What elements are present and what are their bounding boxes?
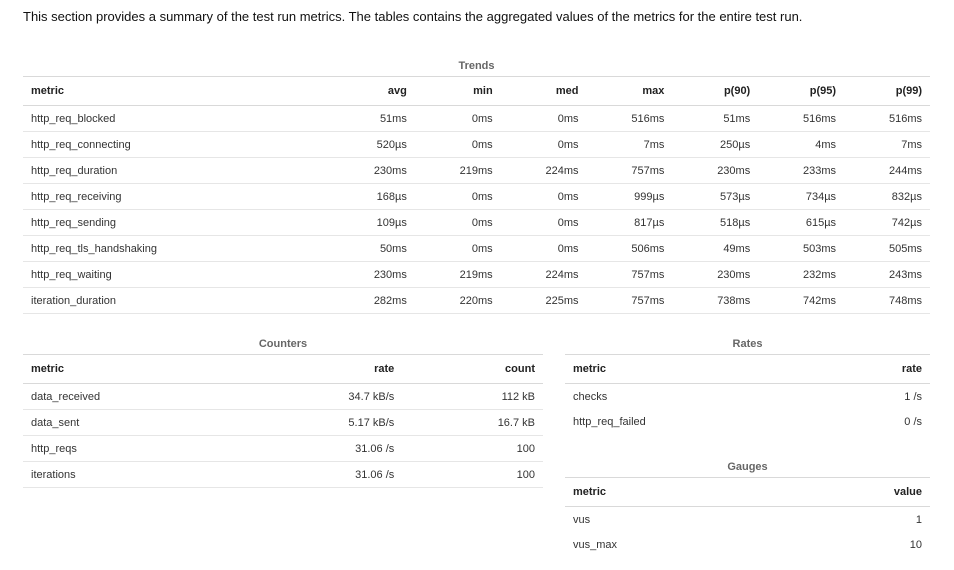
metric-value-cell: 233ms (758, 158, 844, 184)
metric-value-cell: 0ms (415, 210, 501, 236)
section-description: This section provides a summary of the test run metrics. The tables contains the aggregated values of the metrics for the entire test run. (23, 9, 803, 24)
col-med: med (501, 77, 587, 106)
col-value: value (775, 478, 930, 507)
metric-value-cell: 10 (909, 538, 922, 551)
metric-value-cell: 282ms (329, 288, 415, 314)
metric-value-cell: 168µs (329, 184, 415, 210)
metric-value-cell: 224ms (501, 262, 587, 288)
table-row (23, 262, 930, 288)
metric-value-cell: 520µs (329, 132, 415, 158)
metric-name-cell: data_sent (23, 410, 239, 436)
metric-value-cell: 0ms (415, 132, 501, 158)
metric-name-cell: http_req_failed (573, 415, 646, 428)
metric-value-cell: 7ms (587, 132, 673, 158)
col-metric: metric (23, 355, 239, 384)
metric-value-cell: 516ms (758, 106, 844, 132)
col-p95: p(95) (758, 77, 844, 106)
metric-name-cell: iterations (23, 462, 239, 488)
table-row (23, 288, 930, 314)
metric-value-cell: 109µs (329, 210, 415, 236)
metric-value-cell: 748ms (844, 288, 930, 314)
col-count: count (402, 355, 543, 384)
table-row (23, 384, 543, 410)
metric-value-cell: 232ms (758, 262, 844, 288)
col-rate: rate (239, 355, 402, 384)
metric-name-cell: iteration_duration (23, 288, 329, 314)
metric-value-cell: 49ms (672, 236, 758, 262)
metric-value-cell: 0ms (501, 106, 587, 132)
metric-value-cell: 250µs (672, 132, 758, 158)
col-p90: p(90) (672, 77, 758, 106)
metric-value-cell: 738ms (672, 288, 758, 314)
table-row (23, 210, 930, 236)
metric-value-cell: 16.7 kB (402, 410, 543, 436)
metric-value-cell: 742µs (844, 210, 930, 236)
metric-name-cell: data_received (23, 384, 239, 410)
metric-value-cell: 0ms (501, 132, 587, 158)
table-row (23, 184, 930, 210)
metric-value-cell: 505ms (844, 236, 930, 262)
metric-value-cell: 615µs (758, 210, 844, 236)
table-row (23, 132, 930, 158)
col-max: max (587, 77, 673, 106)
metric-value-cell: 516ms (587, 106, 673, 132)
counters-header-row (23, 355, 543, 384)
gauges-header-row (565, 478, 930, 507)
metric-value-cell: 1 (915, 513, 922, 526)
gauges-caption: Gauges (727, 461, 768, 473)
table-row (23, 436, 543, 462)
metric-value-cell: 832µs (844, 184, 930, 210)
gauges-table-section (565, 457, 930, 557)
metric-value-cell: 757ms (587, 262, 673, 288)
rates-caption: Rates (732, 338, 763, 350)
metric-value-cell: 0ms (501, 184, 587, 210)
metric-name-cell: vus_max (573, 538, 618, 551)
metric-name-cell: http_req_duration (23, 158, 329, 184)
metric-name-cell: http_req_connecting (23, 132, 329, 158)
counters-table (23, 354, 543, 488)
metric-value-cell: 230ms (329, 262, 415, 288)
gauges-table (565, 477, 930, 557)
metric-value-cell: 224ms (501, 158, 587, 184)
metric-value-cell: 230ms (672, 158, 758, 184)
metric-value-cell: 506ms (587, 236, 673, 262)
metric-value-cell: 220ms (415, 288, 501, 314)
metric-value-cell: 757ms (587, 288, 673, 314)
metric-value-cell: 244ms (844, 158, 930, 184)
metric-value-cell: 100 (402, 462, 543, 488)
col-metric: metric (565, 478, 775, 507)
metric-value-cell: 230ms (329, 158, 415, 184)
rates-header-row (565, 355, 930, 384)
metric-value-cell: 1 /s (904, 390, 922, 403)
metric-value-cell: 225ms (501, 288, 587, 314)
metric-value-cell: 34.7 kB/s (239, 384, 402, 410)
col-avg: avg (329, 77, 415, 106)
table-row (23, 236, 930, 262)
metric-value-cell: 518µs (672, 210, 758, 236)
metric-value-cell: 4ms (758, 132, 844, 158)
metric-value-cell: 0ms (501, 210, 587, 236)
metric-value-cell: 0ms (415, 236, 501, 262)
metric-value-cell: 0ms (415, 106, 501, 132)
counters-table-section (23, 334, 543, 488)
metric-value-cell: 573µs (672, 184, 758, 210)
col-metric: metric (23, 77, 329, 106)
col-metric: metric (565, 355, 824, 384)
metric-value-cell: 112 kB (402, 384, 543, 410)
metric-value-cell: 516ms (844, 106, 930, 132)
metric-name-cell: checks (573, 390, 608, 403)
table-row (23, 106, 930, 132)
metric-value-cell: 0ms (415, 184, 501, 210)
trends-caption: Trends (458, 60, 495, 72)
metric-name-cell: http_req_waiting (23, 262, 329, 288)
metric-value-cell: 51ms (672, 106, 758, 132)
metric-value-cell: 734µs (758, 184, 844, 210)
table-row (23, 158, 930, 184)
table-row (23, 462, 543, 488)
metric-name-cell: http_req_sending (23, 210, 329, 236)
metric-name-cell: http_req_receiving (23, 184, 329, 210)
metric-value-cell: 999µs (587, 184, 673, 210)
col-rate: rate (824, 355, 930, 384)
metric-value-cell: 0 /s (904, 415, 922, 428)
table-row (565, 532, 930, 557)
table-row (565, 384, 930, 410)
counters-caption: Counters (258, 338, 308, 350)
metric-value-cell: 742ms (758, 288, 844, 314)
table-row (565, 507, 930, 533)
metric-value-cell: 0ms (501, 236, 587, 262)
metric-value-cell: 5.17 kB/s (239, 410, 402, 436)
col-p99: p(99) (844, 77, 930, 106)
metric-value-cell: 51ms (329, 106, 415, 132)
trends-header-row (23, 77, 930, 106)
metric-value-cell: 757ms (587, 158, 673, 184)
col-min: min (415, 77, 501, 106)
table-row (565, 409, 930, 434)
metric-value-cell: 31.06 /s (239, 462, 402, 488)
metric-value-cell: 219ms (415, 262, 501, 288)
metric-value-cell: 7ms (844, 132, 930, 158)
metric-name-cell: http_req_tls_handshaking (23, 236, 329, 262)
trends-table (23, 76, 930, 314)
metric-value-cell: 50ms (329, 236, 415, 262)
metric-value-cell: 100 (402, 436, 543, 462)
rates-table-section (565, 334, 930, 434)
trends-table-section (23, 56, 930, 314)
metric-value-cell: 31.06 /s (239, 436, 402, 462)
metric-name-cell: vus (573, 513, 591, 526)
metric-value-cell: 230ms (672, 262, 758, 288)
metric-value-cell: 503ms (758, 236, 844, 262)
metric-value-cell: 243ms (844, 262, 930, 288)
metric-name-cell: http_reqs (23, 436, 239, 462)
rates-table (565, 354, 930, 434)
metric-name-cell: http_req_blocked (23, 106, 329, 132)
table-row (23, 410, 543, 436)
metric-value-cell: 817µs (587, 210, 673, 236)
metric-value-cell: 219ms (415, 158, 501, 184)
